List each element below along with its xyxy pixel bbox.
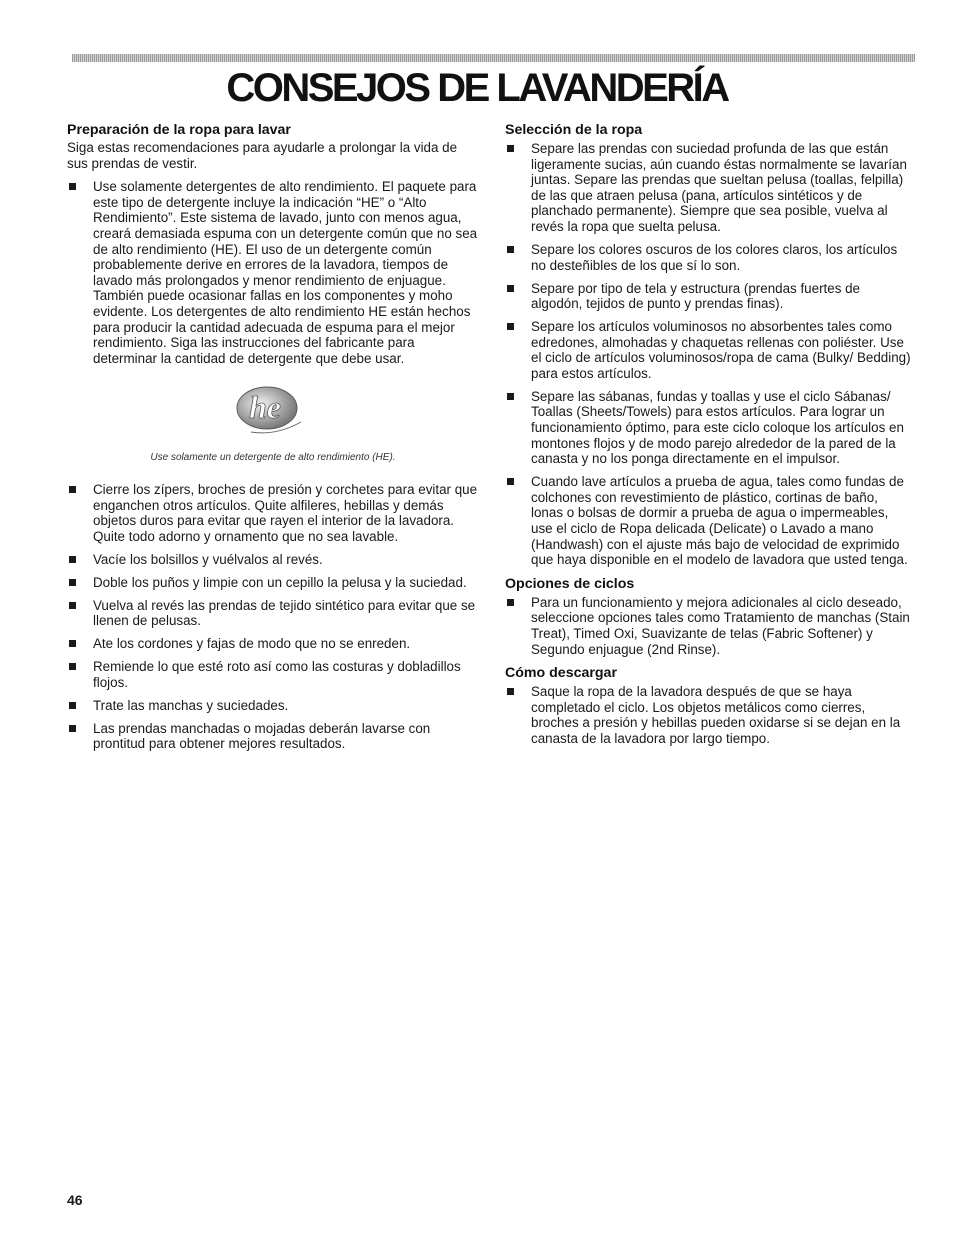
left-column bbox=[67, 122, 479, 759]
bullet-list-opciones bbox=[505, 595, 913, 657]
bullet-icon bbox=[69, 602, 76, 609]
list-item: Doble los puños y limpie con un cepillo la pelusa y la suciedad. bbox=[67, 575, 479, 591]
bullet-icon bbox=[507, 688, 514, 695]
bullet-list-descargar bbox=[505, 684, 913, 746]
bullet-icon bbox=[69, 579, 76, 586]
right-column bbox=[505, 122, 913, 754]
bullet-list-b bbox=[67, 482, 479, 752]
section-heading-seleccion: Selección de la ropa bbox=[505, 122, 643, 138]
he-logo-icon bbox=[231, 384, 311, 436]
list-item: Separe las prendas con suciedad profunda de las que están ligeramente sucias, aún cuando éstas normalmente se lavarían juntas. Separe las prendas que sueltan pelusa (toallas, felpilla) de las que atraen pelusa (pana, artículos sintéticos y de planchado permanente). Siempre que sea posible, vuelva al revés la ropa que suelta pelusa. bbox=[505, 141, 913, 235]
bullet-icon bbox=[507, 323, 514, 330]
bullet-icon bbox=[507, 478, 514, 485]
bullet-icon bbox=[507, 145, 514, 152]
logo-caption: Use solamente un detergente de alto rendimiento (HE). bbox=[150, 452, 396, 464]
bullet-icon bbox=[507, 246, 514, 253]
header-rule bbox=[72, 54, 915, 62]
page-title: CONSEJOS DE LAVANDERÍA bbox=[226, 66, 728, 110]
list-item: Vuelva al revés las prendas de tejido sintético para evitar que se llenen de pelusas. bbox=[67, 598, 479, 629]
section-heading-descargar: Cómo descargar bbox=[505, 665, 617, 682]
section-heading-opciones: Opciones de ciclos bbox=[505, 575, 635, 592]
list-item: Para un funcionamiento y mejora adicionales al ciclo deseado, seleccione opciones tales como Tratamiento de manchas (Stain Treat), Timed Oxi, Suavizante de telas (Fabric Softener) y Segundo enjuague (2nd Rinse). bbox=[505, 595, 913, 657]
bullet-icon bbox=[507, 599, 514, 606]
list-item: Trate las manchas y suciedades. bbox=[67, 698, 479, 714]
bullet-icon bbox=[69, 702, 76, 709]
bullet-icon bbox=[69, 486, 76, 493]
bullet-icon bbox=[507, 285, 514, 292]
bullet-list-a bbox=[67, 179, 479, 366]
bullet-icon bbox=[69, 663, 76, 670]
bullet-icon bbox=[69, 556, 76, 563]
list-item: Separe los colores oscuros de los colores claros, los artículos no desteñibles de los que sí lo son. bbox=[505, 242, 913, 273]
list-item: Cuando lave artículos a prueba de agua, tales como fundas de colchones con revestimiento de plástico, cortinas de baño, lonas o bolsas de dormir a prueba de agua o impermeables, use el ciclo de Ropa delicada (Delicate) o Lavado a mano (Handwash) con el ajuste más bajo de velocidad de exprimido que haya disponible en el modelo de lavadora que usted tenga. bbox=[505, 474, 913, 568]
he-logo-text: he bbox=[249, 389, 281, 426]
list-item: Use solamente detergentes de alto rendimiento. El paquete para este tipo de detergente incluye la indicación “HE” o “Alto Rendimiento”. Este sistema de lavado, junto con menos agua, creará demasiada espuma con un detergente común que no sea de alto rendimiento (HE). El uso de un detergente común probablemente derive en errores de la lavadora, tiempos de lavado más prolongados y menor rendimiento de enjuague. También puede ocasionar fallas en los componentes y moho evidente. Los detergentes de alto rendimiento HE están hechos para producir la cantidad adecuada de espuma para el mejor rendimiento. Siga las instrucciones del fabricante para determinar la cantidad de detergente que debe usar. bbox=[67, 179, 479, 366]
list-item: Separe las sábanas, fundas y toallas y use el ciclo Sábanas/ Toallas (Sheets/Towels) para estos artículos. Para lograr un funcionamiento óptimo, para este ciclo coloque los artículos en montones flojos y de modo parejo alrededor de la pared de la canasta y no los ponga directamente en el impulsor. bbox=[505, 389, 913, 467]
list-item: Remiende lo que esté roto así como las costuras y dobladillos flojos. bbox=[67, 659, 479, 690]
section-heading-preparacion: Preparación de la ropa para lavar bbox=[67, 122, 291, 138]
bullet-list-seleccion bbox=[505, 141, 913, 568]
bullet-icon bbox=[69, 640, 76, 647]
list-item: Las prendas manchadas o mojadas deberán lavarse con prontitud para obtener mejores resultados. bbox=[67, 721, 479, 752]
page-number: 46 bbox=[67, 1192, 83, 1208]
list-item: Vacíe los bolsillos y vuélvalos al revés. bbox=[67, 552, 479, 568]
list-item: Separe por tipo de tela y estructura (prendas fuertes de algodón, tejidos de punto y prendas finas). bbox=[505, 281, 913, 312]
list-item: Saque la ropa de la lavadora después de que se haya completado el ciclo. Los objetos metálicos como cierres, broches a presión y hebillas pueden oxidarse si se dejan en la canasta de la lavadora por largo tiempo. bbox=[505, 684, 913, 746]
intro-text: Siga estas recomendaciones para ayudarle a prolongar la vida de sus prendas de vestir. bbox=[67, 140, 458, 171]
bullet-icon bbox=[69, 725, 76, 732]
list-item: Cierre los zípers, broches de presión y corchetes para evitar que enganchen otros artículos. Quite alfileres, hebillas y demás objetos duros para evitar que rayen el interior de la lavadora. Quite todo adorno y ornamento que no sea lavable. bbox=[67, 482, 479, 544]
list-item: Ate los cordones y fajas de modo que no se enreden. bbox=[67, 636, 479, 652]
list-item: Separe los artículos voluminosos no absorbentes tales como edredones, almohadas y chaquetas rellenas con poliéster. Use el ciclo de artículos voluminosos/ropa de cama (Bulky/ Bedding) para estos artículos. bbox=[505, 319, 913, 381]
bullet-icon bbox=[69, 183, 76, 190]
bullet-icon bbox=[507, 393, 514, 400]
